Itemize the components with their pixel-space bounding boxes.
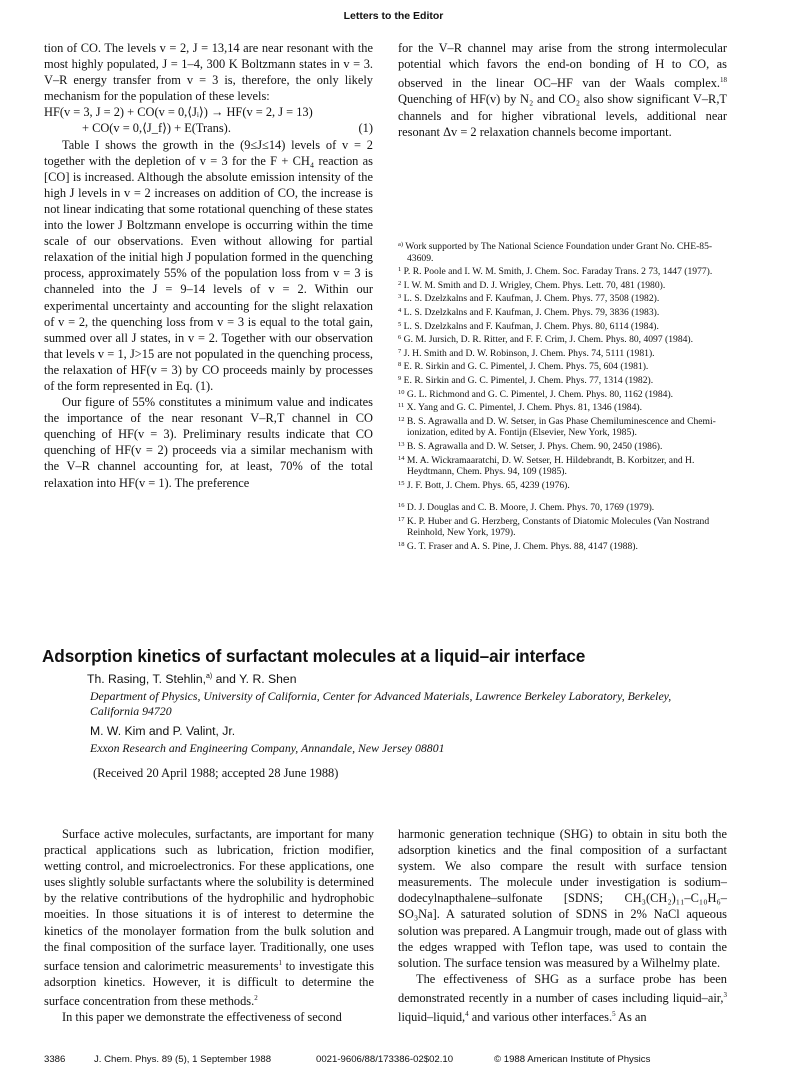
reference-item <box>398 500 728 514</box>
reference-number: 10 <box>398 388 405 396</box>
reference-number: 4 <box>398 306 402 314</box>
equation-line-1 <box>44 104 373 120</box>
references-list <box>398 239 728 553</box>
text: Surface active molecules, surfactants, are important for many practical applications such as lubrication, friction modifier, wetting control, and microelectronics. For these applications, one uses slightly soluble surfactants where the solubility is determined by the relative contributions of the hydrophilic and hydrophobic moeities. In those situations it is of interest to determine the kinetics of the monolayer formation from the bulk solution and the final composition of the surface layer. Traditionally, one uses surface tension and calorimetric measurements <box>44 827 374 973</box>
running-head: Letters to the Editor <box>343 10 444 22</box>
text: Quenching of HF(v) by N₂ and CO₂ also show significant V–R,T channels and for higher vibrational levels, additional near resonant Δv = 2 relaxation channels become important. <box>398 92 727 139</box>
reference-item <box>398 305 728 319</box>
reference-number: 18 <box>398 541 405 549</box>
reference-item <box>398 291 728 305</box>
reference-number: 14 <box>398 454 405 462</box>
footnote-mark: a) <box>206 672 213 680</box>
equation-text: + CO(v = 0,⟨J_f⟩) + E(Trans). <box>82 121 231 136</box>
reference-text: P. R. Poole and I. W. M. Smith, J. Chem. Soc. Faraday Trans. 2 73, 1447 (1977). <box>403 266 713 278</box>
paragraph <box>398 971 727 1026</box>
body-right-column <box>398 826 727 1025</box>
reference-item <box>398 514 728 539</box>
reference-number: 8 <box>398 361 402 369</box>
reference-number: 6 <box>398 334 402 342</box>
reference-text: M. A. Wickramaaratchi, D. W. Setser, H. Hildebrandt, B. Korbitzer, and H. Heydtmann, Chem. Phys. 94, 109 (1985). <box>406 454 695 478</box>
reference-number: 7 <box>398 347 402 355</box>
text: As an <box>615 1010 647 1025</box>
reference-text: Work supported by The National Science Foundation under Grant No. CHE-85-43609. <box>405 241 713 264</box>
text: The effectiveness of SHG as a surface probe has been demonstrated recently in a number of cases including liquid–air, <box>398 971 727 1006</box>
copyright: © 1988 American Institute of Physics <box>494 1054 651 1065</box>
equation-number: (1) <box>358 121 373 136</box>
paragraph: Table I shows the growth in the (9≤J≤14) levels of v = 2 together with the depletion of v = 3 for the F + CH₄ reaction as [CO] is increased. Although the absolute emission intensity of the high J levels in v = 2 increases on addition of CO, the increase is not linear indicating that some rotational quenching of these states into the lower J Boltzmann envelope is occurring within the time scale of our observations. Even without allowing for partial relaxation of the initial high J population formed in the quenching process, approximately 55% of the population loss from v = 3 is channeled into the J = 9–14 levels of v = 2. Within our experimental uncertainty and accounting for the slight relaxation of v = 2, the quenching loss from v = 3 is equal to the total gain, summed over all J states, in v = 2. Together with our observation that levels v = 1, J>15 are not populated in the quenching process, the relaxation of HF(v = 3) by CO proceeds mainly by processes of the form represented in Eq. (1). <box>44 137 373 393</box>
page-number: 3386 <box>44 1054 66 1065</box>
citation-mark: 18 <box>720 76 727 85</box>
text: liquid–liquid, <box>398 1010 466 1025</box>
reference-item <box>398 359 728 373</box>
reference-number: 2 <box>398 279 402 287</box>
reference-number: 3 <box>398 293 402 301</box>
reference-text: J. F. Bott, J. Chem. Phys. 65, 4239 (1976). <box>406 479 570 491</box>
text: to investigate this adsorption kinetics. However, it is difficult to determine the surface concentration from these methods. <box>44 958 375 1009</box>
equation-line-2 <box>44 120 373 136</box>
citation-mark: 2 <box>254 994 258 1003</box>
left-column-top <box>44 40 373 491</box>
reference-text: G. M. Jursich, D. R. Ritter, and F. F. Crim, J. Chem. Phys. 80, 4097 (1984). <box>403 334 694 346</box>
affiliation-1: Department of Physics, University of California, Center for Advanced Materials, Lawrence Berkeley Laboratory, Berkeley, California 94720 <box>90 689 672 718</box>
reference-number: 5 <box>398 320 402 328</box>
reference-text: I. W. M. Smith and D. J. Wrigley, Chem. Phys. Lett. 70, 481 (1980). <box>403 279 666 291</box>
reference-item <box>398 278 728 292</box>
reference-item <box>398 439 728 453</box>
reference-text: G. L. Richmond and G. C. Pimentel, J. Chem. Phys. 80, 1162 (1984). <box>406 388 674 400</box>
equation-text: HF(v = 3, J = 2) + CO(v = 0,⟨Jᵢ⟩) → HF(v = 2, J = 13) <box>44 105 313 120</box>
reference-item <box>398 387 728 401</box>
reference-item <box>398 373 728 387</box>
paragraph: harmonic generation technique (SHG) to obtain in situ both the adsorption kinetics and the final composition of a surfactant system. We also compare the result with surface tension measurements. The molecule under investigation is sodium–dodecylnapthalene–sulfonate [SDNS; CH₃(CH₂)₁₁–C₁₀H₆–SO₃Na]. A saturated solution of SDNS in 2% NaCl aqueous solution was prepared. A Langmuir trough, made out of glass with the edges wrapped with Teflon tape, was used to contain the solution. The surface tension was measured by a Wilhelmy plate. <box>398 827 727 970</box>
paragraph: In this paper we demonstrate the effectiveness of second <box>62 1010 342 1025</box>
reference-item <box>398 264 728 278</box>
reference-item <box>398 478 728 492</box>
citation-mark: 4 <box>465 1010 469 1019</box>
reference-item <box>398 239 728 264</box>
reference-text: E. R. Sirkin and G. C. Pimentel, J. Chem. Phys. 75, 604 (1981). <box>403 361 649 373</box>
journal-citation: J. Chem. Phys. 89 (5), 1 September 1988 <box>94 1054 272 1065</box>
reference-item <box>398 414 728 439</box>
text: and various other interfaces. <box>468 1010 613 1025</box>
reference-text: E. R. Sirkin and G. C. Pimentel, J. Chem. Phys. 77, 1314 (1982). <box>403 374 654 386</box>
reference-item <box>398 319 728 333</box>
citation-mark: 5 <box>612 1010 616 1019</box>
authors-line-2: M. W. Kim and P. Valint, Jr. <box>90 724 236 738</box>
text: for the V–R channel may arise from the strong intermolecular potential which favors the end-on bonding of H to CO, as observed in the linear OC–HF van der Waals complex. <box>398 41 727 91</box>
author-names: and Y. R. Shen <box>212 672 297 686</box>
reference-text: G. T. Fraser and A. S. Pine, J. Chem. Phys. 88, 4147 (1988). <box>406 541 638 553</box>
paragraph: tion of CO. The levels v = 2, J = 13,14 are near resonant with the most highly populated, J = 1–4, 300 K Boltzmann states in v = 3. V–R energy transfer from v = 3 is, therefore, the only likely mechanism for the population of these levels: <box>44 41 373 104</box>
reference-item <box>398 346 728 360</box>
reference-number: 12 <box>398 415 405 423</box>
reference-number: 17 <box>398 515 405 523</box>
reference-number: 11 <box>398 402 405 410</box>
body-left-column <box>44 826 374 1025</box>
reference-text: B. S. Agrawalla and D. W. Setser, J. Phys. Chem. 90, 2450 (1986). <box>406 440 663 452</box>
paragraph: Our figure of 55% constitutes a minimum value and indicates the importance of the near resonant V–R,T channel in CO quenching of HF(v = 3). Preliminary results indicate that CO quenching of HF(v = 2) proceeds via a similar mechanism with the V–R channel accounting for, at least, 70% of the total relaxation into HF(v = 1). The preference <box>44 395 373 490</box>
paragraph <box>398 40 727 140</box>
right-column-top <box>398 40 727 140</box>
paragraph <box>44 826 374 1009</box>
article-title: Adsorption kinetics of surfactant molecules at a liquid–air interface <box>42 646 586 666</box>
author-names: Th. Rasing, T. Stehlin, <box>87 672 206 686</box>
reference-text: X. Yang and G. C. Pimentel, J. Chem. Phys. 81, 1346 (1984). <box>406 402 642 414</box>
reference-item <box>398 453 728 478</box>
reference-number: 16 <box>398 502 405 510</box>
reference-number: 9 <box>398 374 402 382</box>
reference-text: L. S. Dzelzkalns and F. Kaufman, J. Chem. Phys. 79, 3836 (1983). <box>403 306 660 318</box>
reference-item <box>398 539 728 553</box>
authors-line-1 <box>87 672 297 686</box>
received-dates: (Received 20 April 1988; accepted 28 June 1988) <box>93 766 339 780</box>
reference-text: B. S. Agrawalla and D. W. Setser, in Gas Phase Chemiluminescence and Chemi-ionization, edited by A. Fontijn (Elsevier, New York, 1985). <box>406 415 716 439</box>
reference-text: L. S. Dzelzkalns and F. Kaufman, J. Chem. Phys. 80, 6114 (1984). <box>403 320 659 332</box>
reference-text: L. S. Dzelzkalns and F. Kaufman, J. Chem. Phys. 77, 3508 (1982). <box>403 293 660 305</box>
citation-mark: 3 <box>723 990 727 999</box>
affiliation-2: Exxon Research and Engineering Company, Annandale, New Jersey 08801 <box>90 741 445 755</box>
reference-number: 1 <box>398 266 402 274</box>
reference-text: J. H. Smith and D. W. Robinson, J. Chem. Phys. 74, 5111 (1981). <box>403 347 655 359</box>
article-code: 0021-9606/88/173386-02$02.10 <box>316 1054 454 1065</box>
reference-text: D. J. Douglas and C. B. Moore, J. Chem. Phys. 70, 1769 (1979). <box>406 502 655 514</box>
reference-number: a) <box>398 241 404 248</box>
citation-mark: 1 <box>278 958 283 967</box>
reference-number: 15 <box>398 479 405 487</box>
reference-item <box>398 332 728 346</box>
reference-text: K. P. Huber and G. Herzberg, Constants of Diatomic Molecules (Van Nostrand Reinhold, New York, 1979). <box>406 515 710 539</box>
reference-number: 13 <box>398 440 405 448</box>
reference-item <box>398 400 728 414</box>
